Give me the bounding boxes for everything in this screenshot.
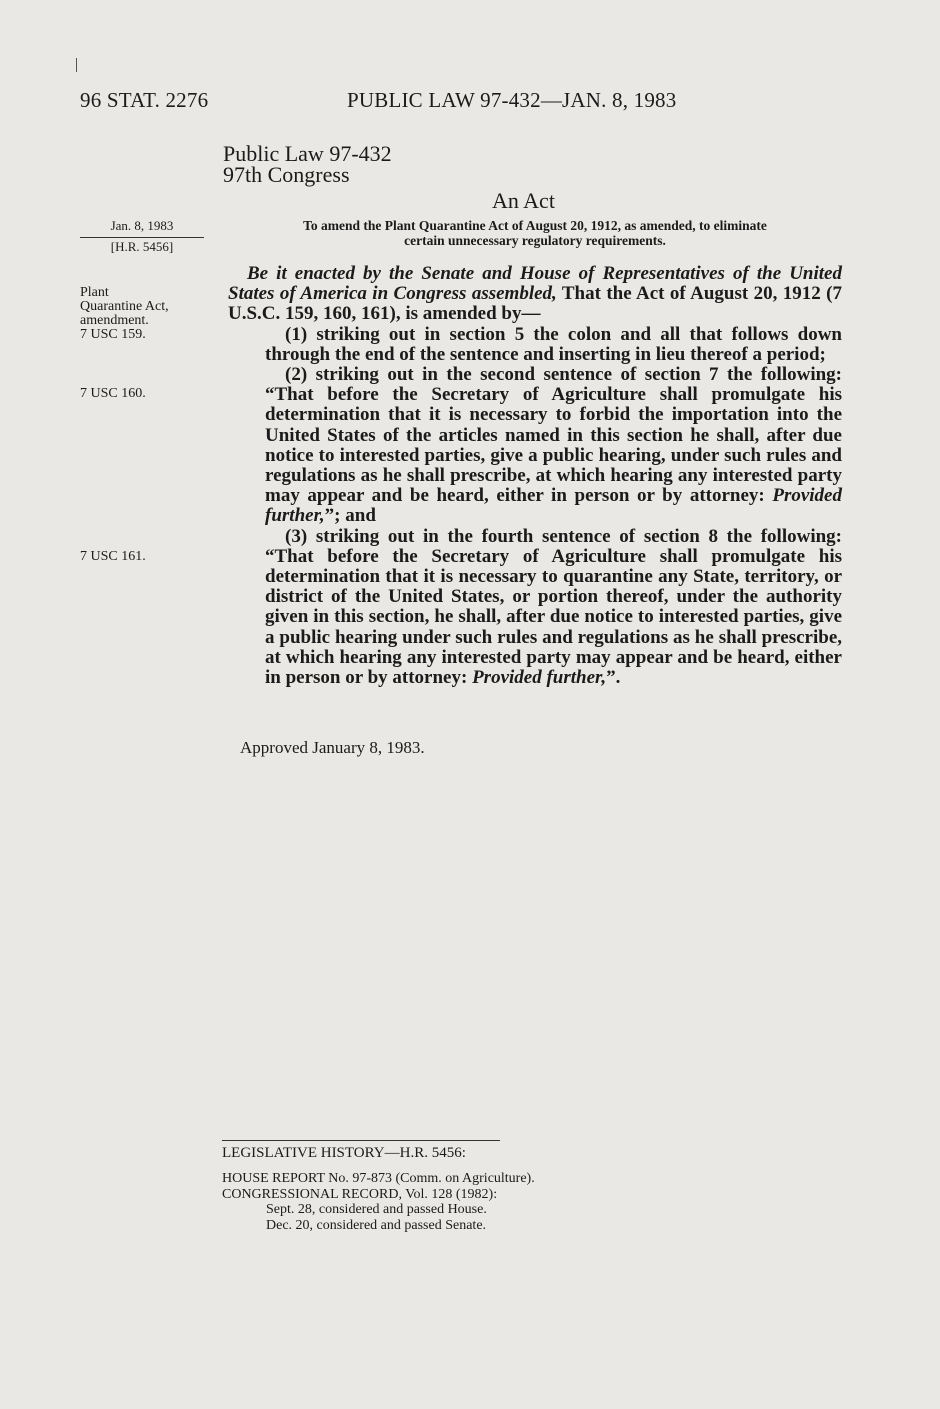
margin-note-line: Plant: [80, 285, 109, 300]
margin-note-line: Quarantine Act,: [80, 299, 169, 314]
act-title: [226, 218, 844, 248]
amendment-item-2: [228, 365, 842, 527]
margin-note-usc-161: 7 USC 161.: [80, 549, 146, 564]
amendment-item-1: (1) striking out in section 5 the colon and all that follows down through the end of the sentence and inserting in lieu thereof a period;: [265, 323, 842, 365]
enacting-clause: Be it enacted by the Senate and House of Representatives of the United States of America in Congress assembled,: [228, 263, 842, 305]
running-head: PUBLIC LAW 97-432—JAN. 8, 1983: [347, 88, 677, 112]
senate-action-line: Dec. 20, considered and passed Senate.: [266, 1217, 487, 1233]
item-2-text: (2) striking out in the second sentence of section 7 the following: “That before the Secretary of Agriculture shall promulgate his determination that it is necessary to forbid the importation into the United States of the articles named in this section he shall, after due notice to interested parties, give a public hearing, under such rules and regulations as he shall prescribe, at which hearing any interested party may appear and be heard, either in person or by attorney:: [265, 364, 842, 507]
legislative-history-heading: LEGISLATIVE HISTORY—H.R. 5456:: [222, 1145, 466, 1161]
act-heading: An Act: [492, 188, 555, 213]
public-law-number: Public Law 97-432: [223, 141, 392, 166]
house-action-line: Sept. 28, considered and passed House.: [266, 1202, 487, 1217]
margin-date: Jan. 8, 1983: [110, 218, 174, 233]
margin-note-line: 7 USC 159.: [80, 327, 146, 342]
act-title-line: certain unnecessary regulatory requirements.: [404, 233, 666, 248]
scan-edge-mark: [76, 58, 77, 72]
item-3-proviso: Provided further,: [472, 667, 607, 689]
enacting-paragraph: [228, 264, 842, 325]
margin-bill-number: [H.R. 5456]: [110, 239, 174, 254]
margin-divider: [80, 237, 204, 238]
legislative-history-divider: [222, 1140, 500, 1141]
act-body: [228, 264, 842, 688]
congressional-record-line: CONGRESSIONAL RECORD, Vol. 128 (1982):: [222, 1186, 498, 1202]
house-report-line: HOUSE REPORT No. 97-873 (Comm. on Agriculture).: [222, 1171, 535, 1186]
item-2-end: ”; and: [324, 505, 376, 527]
congress-label: 97th Congress: [223, 162, 350, 187]
item-2-proviso: Provided further,: [265, 485, 842, 527]
item-3-text: (3) striking out in the fourth sentence of section 8 the following: “That before the Secretary of Agriculture shall promulgate his determination that it is necessary to quarantine any State, territory, or district of the United States, or portion thereof, under the authority given in this section, he shall, after due notice to interested parties, give a public hearing under such rules and regulations as he shall prescribe, at which hearing any interested party may appear and be heard, either in person or by attorney:: [265, 525, 842, 689]
approval-date: Approved January 8, 1983.: [240, 738, 425, 757]
margin-note-usc-160: 7 USC 160.: [80, 386, 146, 401]
act-title-line: To amend the Plant Quarantine Act of August 20, 1912, as amended, to eliminate: [303, 218, 767, 233]
amendment-item-3: [228, 527, 842, 689]
enacting-rest: That the Act of August 20, 1912 (7 U.S.C. 159, 160, 161), is amended by—: [228, 283, 843, 325]
legislative-history: [222, 1171, 535, 1233]
item-3-end: ”.: [606, 667, 621, 689]
margin-note-plant-quarantine: [80, 286, 220, 342]
stat-page-number: 96 STAT. 2276: [80, 88, 209, 112]
margin-note-line: amendment.: [80, 313, 149, 328]
